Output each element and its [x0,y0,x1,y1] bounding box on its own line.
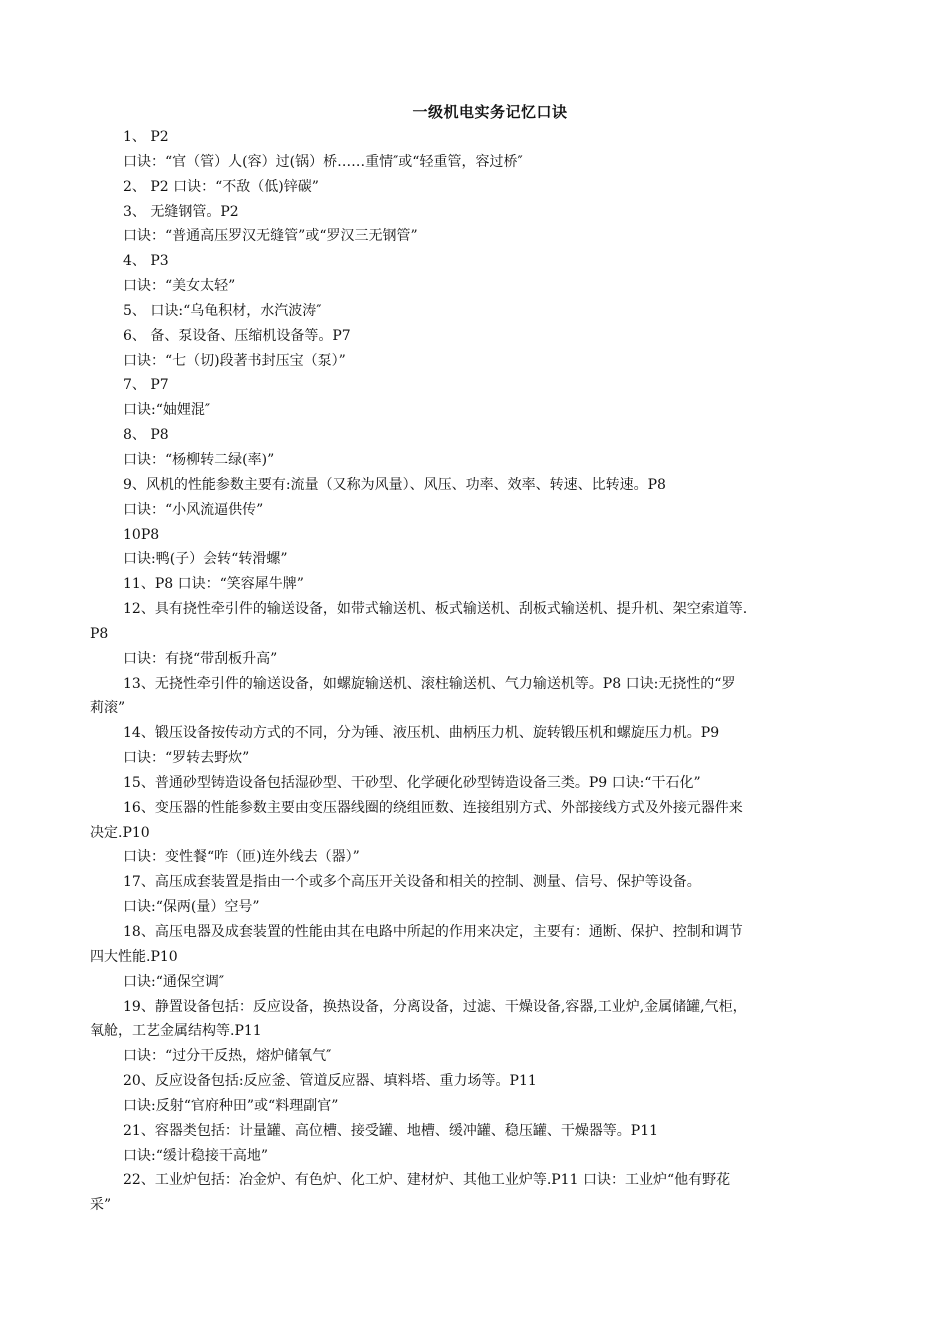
text-line: 16、变压器的性能参数主要由变压器线圈的绕组匝数、连接组别方式、外部接线方式及外接元器件来 [123,799,743,816]
text-line: 口诀：变性餐“咋（匝)连外线去（器）” [123,849,360,866]
document-title: 一级机电实务记忆口诀 [412,103,568,121]
text-line: 3、 无缝钢管。P2 [123,203,239,220]
text-line: 采” [90,1197,112,1214]
text-line: 莉滚” [90,700,126,717]
text-line: 口诀:反射“官府种田”或“料理副官” [123,1097,339,1114]
text-line: 口诀:“缓计稳接干高地” [123,1147,269,1164]
text-line: 15、普通砂型铸造设备包括湿砂型、干砂型、化学硬化砂型铸造设备三类。P9 口诀:“干石化” [123,774,701,791]
text-line: 口诀：“美女太轻” [123,278,236,295]
text-line: 18、高压电器及成套装置的性能由其在电路中所起的作用来决定，主要有：通断、保护、控制和调节 [123,924,743,940]
text-line: 10P8 [123,526,160,543]
text-line: 19、静置设备包括：反应设备，换热设备，分离设备，过滤、干燥设备,容器,工业炉,金属储罐,气柜， [123,998,747,1015]
text-line: 2、 P2 口诀：“不敌（低)锌碳” [123,178,319,195]
text-line: 22、工业炉包括：冶金炉、有色炉、化工炉、建材炉、其他工业炉等.P11 口诀：工业炉“他有野花 [123,1172,731,1189]
text-line: 6、 备、泵设备、压缩机设备等。P7 [123,327,351,344]
text-line: 口诀：“官（管）人(容）过(锅）桥……重情″或“轻重管，容过桥″ [123,153,523,170]
text-line: 9、风机的性能参数主要有:流量（又称为风量）、风压、功率、效率、转速、比转速。P8 [123,476,666,493]
text-line: 20、反应设备包括:反应釜、管道反应器、填料塔、重力场等。P11 [123,1073,537,1090]
text-line: 口诀：“杨柳转二绿(率)” [123,451,275,468]
text-line: 4、 P3 [123,253,169,270]
text-line: 口诀:“保两(量）空号” [123,899,260,916]
text-line: 四大性能.P10 [90,948,178,965]
text-line: 12、具有挠性牵引件的输送设备，如带式输送机、板式输送机、刮板式输送机、提升机、架空索道等. [123,601,748,618]
text-line: 决定.P10 [90,824,150,841]
text-line: 5、 口诀:“乌龟积材，水汽波涛″ [123,302,322,319]
text-line: 口诀：“过分干反热，熔炉储氧气″ [123,1048,332,1065]
text-line: 口诀:鸭(子）会转“转滑螺” [123,551,288,568]
text-line: 口诀：“小风流逼供传” [123,501,264,518]
text-line: 1、 P2 [123,129,169,145]
text-line: 口诀：“七（切)段著书封压宝（泵）” [123,352,346,369]
text-line: 21、容器类包括：计量罐、高位槽、接受罐、地槽、缓冲罐、稳压罐、干燥器等。P11 [123,1122,659,1139]
text-line: 8、 P8 [123,427,169,444]
text-line: 口诀：“普通高压罗汉无缝管”或“罗汉三无钢管” [123,228,418,245]
text-line: 13、无挠性牵引件的输送设备，如螺旋输送机、滚柱输送机、气力输送机等。P8 口诀:无挠性的“罗 [123,675,736,692]
text-line: 口诀:“通保空调″ [123,973,225,990]
text-line: P8 [90,625,109,642]
text-line: 11、P8 口诀：“笑容犀牛牌” [123,576,304,593]
document-body [90,125,870,1218]
text-line: 口诀:“妯娌混″ [123,402,211,419]
text-line: 口诀：“罗转去野炊” [123,750,250,767]
text-line: 7、 P7 [123,377,169,394]
text-line: 17、高压成套装置是指由一个或多个高压开关设备和相关的控制、测量、信号、保护等设备。 [123,874,701,891]
text-line: 口诀：有挠“带刮板升高” [123,650,278,667]
text-line: 14、锻压设备按传动方式的不同，分为锤、液压机、曲柄压力机、旋转锻压机和螺旋压力机。P9 [123,725,720,742]
text-line: 氧舱，工艺金属结构等.P11 [90,1023,262,1040]
